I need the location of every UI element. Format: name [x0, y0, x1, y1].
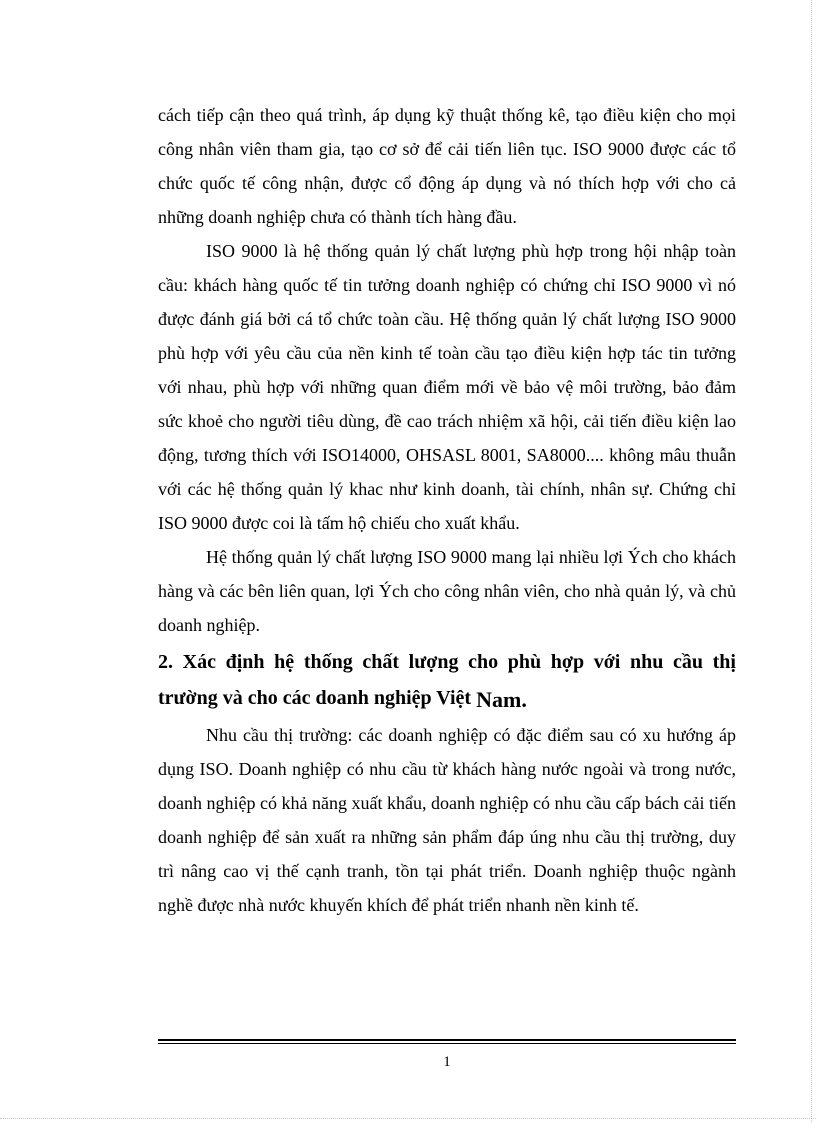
section-heading-text: 2. Xác định hệ thống chất lượng cho phù hợp với nhu cầu thị trường và cho các doanh nghiệp Việt: [158, 651, 736, 709]
page-edge-bottom: [0, 1118, 816, 1119]
page-edge-right: [811, 0, 812, 1123]
paragraph-iso-global: ISO 9000 là hệ thống quản lý chất lượng phù hợp trong hội nhập toàn cầu: khách hàng quốc tế tin tưởng doanh nghiệp có chứng chỉ ISO 9000 vì nó được đánh giá bởi cá tổ chức toàn cầu. Hệ thống quản lý chất lượng ISO 9000 phù hợp với yêu cầu của nền kinh tế toàn cầu tạo điều kiện hợp tác tin tưởng với nhau, phù hợp với những quan điểm mới về bảo vệ môi trường, bảo đảm sức khoẻ cho người tiêu dùng, đề cao trách nhiệm xã hội, cải tiến điều kiện lao động, tương thích với ISO14000, OHSASL 8001, SA8000.... không mâu thuẫn với các hệ thống quản lý khac như kinh doanh, tài chính, nhân sự. Chứng chỉ ISO 9000 được coi là tấm hộ chiếu cho xuất khẩu.: [158, 241, 736, 533]
footer-divider: [158, 1039, 736, 1044]
page-number: 1: [443, 1054, 451, 1070]
paragraph-market-needs: Nhu cầu thị trường: các doanh nghiệp có đặc điểm sau có xu hướng áp dụng ISO. Doanh nghiệp có nhu cầu từ khách hàng nước ngoài và trong nước, doanh nghiệp có khả năng xuất khẩu, doanh nghiệp có nhu cầu cấp bách cải tiến doanh nghiệp để sản xuất ra những sản phẩm đáp úng nhu cầu thị trường, duy trì nâng cao vị thế cạnh tranh, tồn tại phát triển. Doanh nghiệp thuộc ngành nghề được nhà nước khuyến khích để phát triển nhanh nền kinh tế.: [158, 725, 736, 915]
paragraph-iso-benefits: Hệ thống quản lý chất lượng ISO 9000 mang lại nhiều lợi Ých cho khách hàng và các bên liên quan, lợi Ých cho công nhân viên, cho nhà quản lý, và chủ doanh nghiệp.: [158, 547, 736, 635]
paragraph-process-approach: cách tiếp cận theo quá trình, áp dụng kỹ thuật thống kê, tạo điều kiện cho mọi công nhân viên tham gia, tạo cơ sở để cải tiến liên tục. ISO 9000 được các tổ chức quốc tế công nhận, được cổ động áp dụng và nó thích hợp với cho cả những doanh nghiệp chưa có thành tích hàng đầu.: [158, 105, 736, 227]
section-heading-trail: Nam.: [476, 687, 527, 712]
body-text: [158, 98, 736, 922]
section-heading: [158, 642, 736, 718]
